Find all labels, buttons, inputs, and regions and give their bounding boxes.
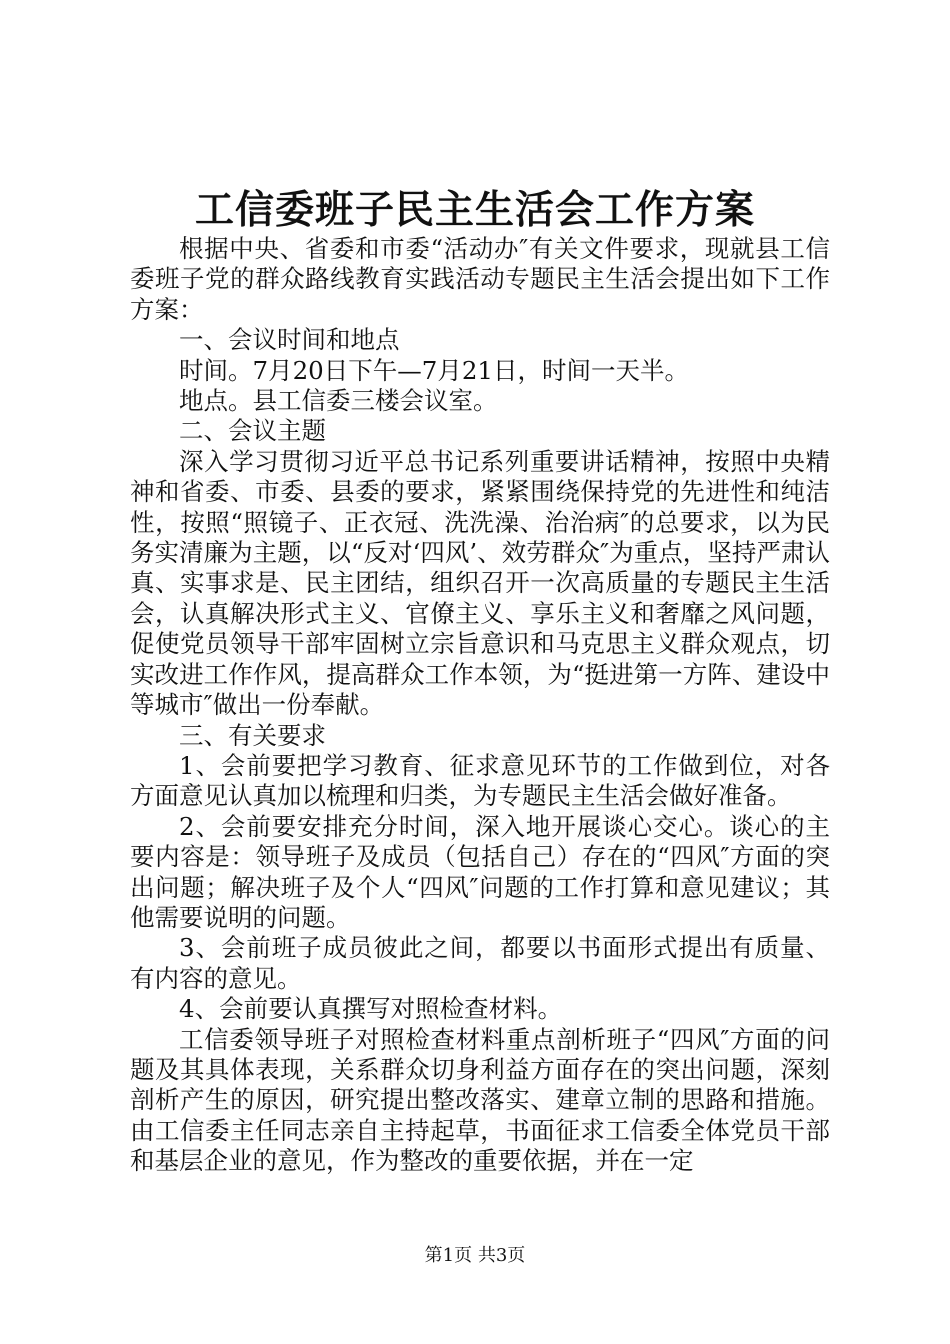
theme-paragraph: 深入学习贯彻习近平总书记系列重要讲话精神，按照中央精神和省委、市委、县委的要求，紧紧围绕保持党的先进性和纯洁性，按照“照镜子、正衣冠、洗洗澡、治治病″的总要求，以为民务实清廉为主题，以“反对‘四风’、效劳群众″为重点，坚持严肃认真、实事求是、民主团结，组织召开一次高质量的专题民主生活会，认真解决形式主义、官僚主义、享乐主义和奢靡之风问题，促使党员领导干部牢固树立宗旨意识和马克思主义群众观点，切实改进工作作风，提高群众工作本领，为“挺进第一方阵、建设中等城市″做出一份奉献。 bbox=[130, 446, 830, 720]
requirement-item-1: 1、会前要把学习教育、征求意见环节的工作做到位，对各方面意见认真加以梳理和归类，为专题民主生活会做好准备。 bbox=[130, 750, 830, 811]
section-heading-time-place: 一、会议时间和地点 bbox=[179, 325, 400, 355]
requirement-item-4: 4、会前要认真撰写对照检查材料。 bbox=[179, 994, 563, 1024]
document-body bbox=[130, 234, 830, 1177]
meeting-place: 地点。县工信委三楼会议室。 bbox=[179, 386, 498, 416]
document-title: 工信委班子民主生活会工作方案 bbox=[194, 187, 755, 233]
meeting-time: 时间。7月20日下午—7月21日，时间一天半。 bbox=[179, 355, 690, 385]
page-footer: 第1页 共3页 bbox=[424, 1245, 526, 1266]
checklist-paragraph: 工信委领导班子对照检查材料重点剖析班子“四风″方面的问题及其具体表现，关系群众切身利益方面存在的突出问题，深刻剖析产生的原因，研究提出整改落实、建章立制的思路和措施。由工信委主任同志亲自主持起草，书面征求工信委全体党员干部和基层企业的意见，作为整改的重要依据，并在一定 bbox=[130, 1024, 830, 1176]
requirement-item-2: 2、会前要安排充分时间，深入地开展谈心交心。谈心的主要内容是：领导班子及成员（包括自己）存在的“四风″方面的突出问题；解决班子及个人“四风″问题的工作打算和意见建议；其他需要说明的问题。 bbox=[130, 811, 830, 932]
intro-paragraph: 根据中央、省委和市委“活动办″有关文件要求，现就县工信委班子党的群众路线教育实践活动专题民主生活会提出如下工作方案： bbox=[130, 234, 830, 324]
section-heading-theme: 二、会议主题 bbox=[179, 416, 326, 446]
requirement-item-3: 3、会前班子成员彼此之间，都要以书面形式提出有质量、有内容的意见。 bbox=[130, 933, 830, 993]
section-heading-requirements: 三、有关要求 bbox=[179, 720, 326, 750]
